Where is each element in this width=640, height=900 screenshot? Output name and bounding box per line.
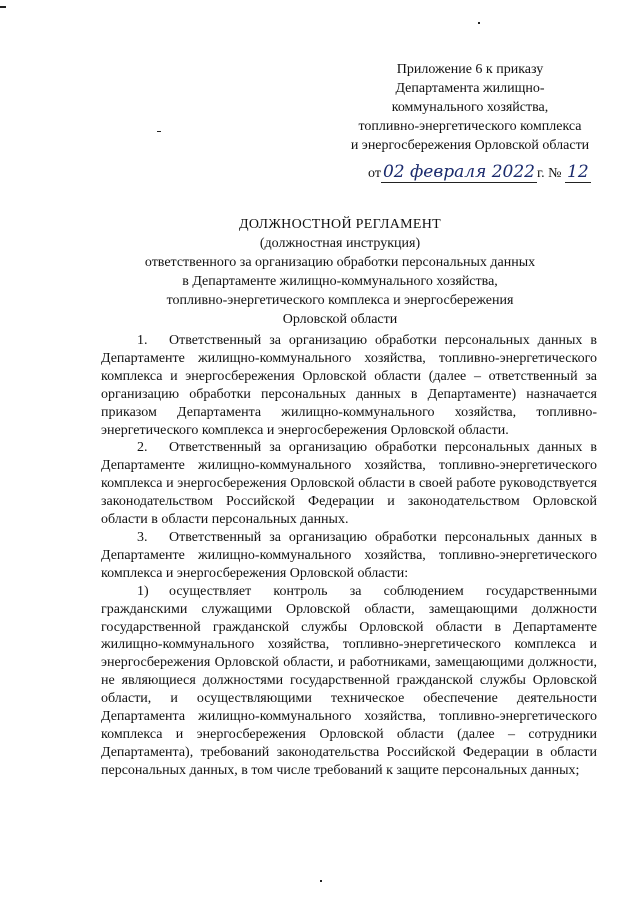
order-prefix: от <box>368 166 381 181</box>
title-line: в Департаменте жилищно-коммунального хозяйства, <box>182 274 498 289</box>
title-line: топливно-энергетического комплекса и энергосбережения <box>166 293 514 308</box>
paragraph <box>101 583 597 780</box>
title-line: Орловской области <box>282 312 398 327</box>
paragraph-text: Ответственный за организацию обработки персональных данных в Департаменте жилищно-коммунального хозяйства, топливно-энергетического комплекса и энергосбережения Орловской области: <box>101 529 597 581</box>
appendix-line: топливно-энергетического комплекса <box>358 119 582 134</box>
paragraph <box>101 332 597 439</box>
scan-speck <box>320 880 322 882</box>
appendix-line: и энергосбережения Орловской области <box>350 138 590 153</box>
paragraph-number: 1. <box>137 333 148 348</box>
document-title <box>90 215 590 329</box>
title-main: ДОЛЖНОСТНОЙ РЕГЛАМЕНТ <box>238 217 442 232</box>
scan-speck <box>157 131 161 132</box>
order-number-handwritten: 12 <box>567 162 589 182</box>
order-suffix: г. № <box>537 166 562 181</box>
scan-speck <box>478 22 480 24</box>
document-body <box>101 332 597 780</box>
appendix-line: Приложение 6 к приказу <box>396 62 544 77</box>
appendix-line: Департамента жилищно- <box>395 81 545 96</box>
order-date-number <box>368 160 618 186</box>
paragraph-number: 1) <box>137 583 149 599</box>
order-date-handwritten: 02 февраля 2022 <box>382 162 535 182</box>
scan-corner-mark <box>0 6 6 8</box>
paragraph-text: Ответственный за организацию обработки персональных данных в Департаменте жилищно-коммунального хозяйства, топливно-энергетического комплекса и энергосбережения Орловской области (далее – ответственный за организацию обработки персональных данных в Департаменте) назначается приказом Департамента жилищно-коммунального хозяйства, топливно-энергетического комплекса и энергосбережения Орловской области. <box>101 333 597 438</box>
title-line: ответственного за организацию обработки персональных данных <box>144 255 536 270</box>
paragraph <box>101 439 597 529</box>
title-sub: (должностная инструкция) <box>259 236 421 251</box>
paragraph-text: осуществляет контроль за соблюдением государственными гражданскими служащими Орловской области, замещающими должности государственной гражданской службы Орловской области в Департаменте жилищно-коммунального хозяйства, топливно-энергетического комплекса и энергосбережения Орловской области, и работниками, замещающими должности, не являющиеся должностями государственной гражданской службы Орловской области, и осуществляющими техническое обеспечение деятельности Департамента жилищно-коммунального хозяйства, топливно-энергетического комплекса и энергосбережения Орловской области (далее – сотрудники Департамента), требований законодательства Российской Федерации в области персональных данных, в том числе требований к защите персональных данных; <box>101 583 597 778</box>
paragraph-text: Ответственный за организацию обработки персональных данных в Департаменте жилищно-коммунального хозяйства, топливно-энергетического комплекса и энергосбережения Орловской области в своей работе руководствуется законодательством Российской Федерации и законодательством Орловской области в области персональных данных. <box>101 440 597 528</box>
appendix-line: коммунального хозяйства, <box>391 100 549 115</box>
paragraph-number: 3. <box>137 529 148 545</box>
paragraph <box>101 529 597 583</box>
paragraph-number: 2. <box>137 440 148 456</box>
appendix-header <box>330 60 610 155</box>
